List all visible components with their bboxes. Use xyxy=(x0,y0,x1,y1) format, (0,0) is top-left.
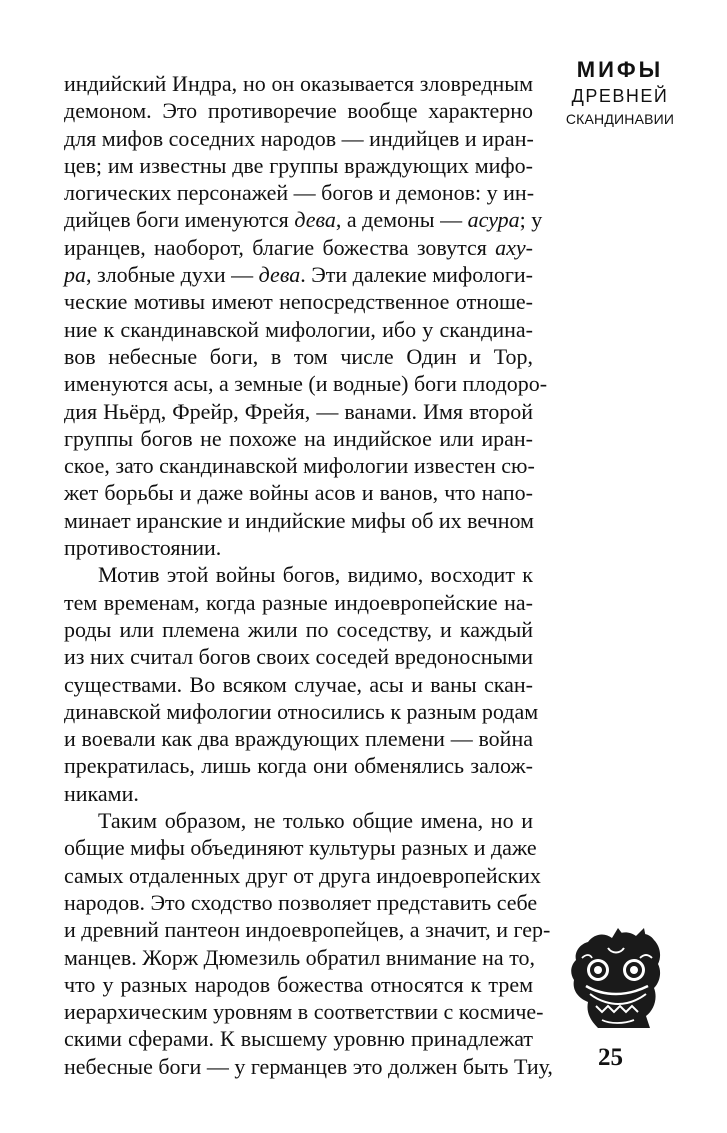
text-line: роды или племена жили по соседству, и каждый xyxy=(64,616,533,642)
italic-term: дева xyxy=(294,207,336,233)
text-line xyxy=(64,234,533,261)
paragraph-3 xyxy=(64,807,553,1080)
text-line: самых отдаленных друг от друга индоевропейских xyxy=(64,862,541,888)
text-line: из них считал богов своих соседей вредоносными xyxy=(64,644,533,670)
text-line: ское, зато скандинавской мифологии известен сю- xyxy=(64,453,535,479)
page-number: 25 xyxy=(598,1044,623,1071)
text-line: демоном. Это противоречие вообще характерно xyxy=(64,98,533,124)
text-segment: , злобные духи — xyxy=(86,262,259,288)
text-line: ческие мотивы имеют непосредственное отноше- xyxy=(64,289,533,315)
text-line: скими сферами. К высшему уровню принадлежат xyxy=(64,1026,533,1052)
book-title: МИФЫ xyxy=(576,57,664,82)
text-line: именуются асы, а земные (и водные) боги плодоро- xyxy=(64,371,548,397)
paragraph-1 xyxy=(64,70,548,561)
running-header xyxy=(560,56,680,130)
text-line: для мифов соседних народов — индийцев и иран- xyxy=(64,125,534,151)
text-line: Мотив этой войны богов, видимо, восходит к xyxy=(98,562,533,588)
paragraph-2 xyxy=(64,561,539,807)
text-line: никами. xyxy=(64,780,139,806)
text-line: группы богов не похоже на индийское или иран- xyxy=(64,425,533,451)
italic-term: асура xyxy=(467,207,520,233)
italic-term: аху- xyxy=(495,234,533,260)
text-segment: ; у xyxy=(519,207,543,233)
text-line: существами. Во всяком случае, асы и ваны скан- xyxy=(64,671,533,697)
book-subtitle-line-1: ДРЕВНЕЙ xyxy=(571,86,669,106)
animal-head-ornament-icon xyxy=(568,928,664,1032)
text-line: противостоянии. xyxy=(64,535,222,561)
text-line xyxy=(64,206,543,233)
text-line: вов небесные боги, в том числе Один и Тор, xyxy=(64,343,533,369)
text-line: манцев. Жорж Дюмезиль обратил внимание на то, xyxy=(64,944,536,970)
text-line: логических персонажей — богов и демонов: у ин- xyxy=(64,180,535,206)
book-subtitle-line-2: СКАНДИНАВИИ xyxy=(565,111,675,127)
text-line: небесные боги — у германцев это должен быть Тиу, xyxy=(64,1053,553,1079)
text-line: динавской мифологии относились к разным родам xyxy=(64,698,539,724)
text-segment: иранцев, наоборот, благие божества зовутся xyxy=(64,234,496,260)
text-line: тем временам, когда разные индоевропейские на- xyxy=(64,589,533,615)
text-line: ние к скандинавской мифологии, ибо у скандина- xyxy=(64,316,533,342)
text-segment: . Эти далекие мифологи- xyxy=(300,262,534,288)
text-line: иерархическим уровням в соответствии с космиче- xyxy=(64,999,544,1025)
text-line: и древний пантеон индоевропейцев, а значит, и гер- xyxy=(64,917,551,943)
text-line xyxy=(64,261,533,288)
main-text-column xyxy=(64,70,553,1080)
text-line: жет борьбы и даже войны асов и ванов, что напо- xyxy=(64,480,533,506)
text-line: индийский Индра, но он оказывается зловредным xyxy=(64,71,533,96)
text-line: Таким образом, не только общие имена, но и xyxy=(98,808,533,834)
text-line: общие мифы объединяют культуры разных и даже xyxy=(64,835,537,861)
text-line: цев; им известны две группы враждующих мифо- xyxy=(64,152,533,178)
italic-term: ра xyxy=(64,262,86,288)
text-line: дия Ньёрд, Фрейр, Фрейя, — ванами. Имя второй xyxy=(64,398,533,424)
text-line: прекратилась, лишь когда они обменялись залож- xyxy=(64,753,533,779)
text-line: и воевали как два враждующих племени — война xyxy=(64,726,533,752)
text-line: минает иранские и индийские мифы об их вечном xyxy=(64,507,534,533)
italic-term: дева xyxy=(258,262,301,288)
text-line: что у разных народов божества относятся к трем xyxy=(64,971,533,997)
text-segment: , а демоны — xyxy=(335,207,468,233)
text-segment: дийцев боги именуются xyxy=(64,207,295,233)
text-line: народов. Это сходство позволяет представить себе xyxy=(64,889,538,915)
